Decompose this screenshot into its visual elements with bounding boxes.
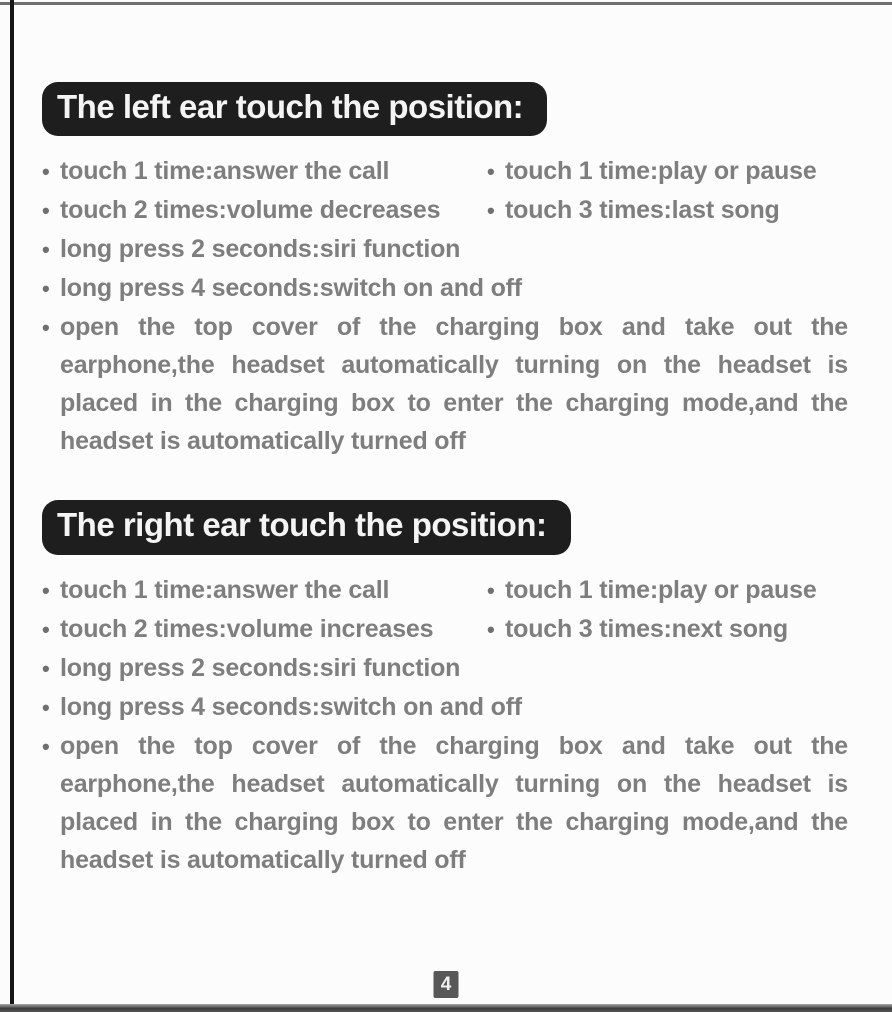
bullet-icon: • — [487, 198, 495, 224]
list-item-text: touch 1 time:answer the call — [60, 157, 390, 186]
list-item — [487, 571, 848, 610]
bullet-icon: • — [42, 159, 50, 185]
bottom-rule — [0, 1004, 892, 1012]
list-item — [487, 610, 848, 649]
list-item — [42, 649, 848, 688]
list-item-paragraph — [42, 308, 848, 460]
section-left-ear-body — [42, 152, 848, 460]
touch-row — [42, 152, 848, 191]
list-item-text: touch 1 time:play or pause — [505, 157, 817, 186]
list-item-text: touch 3 times:next song — [505, 614, 788, 643]
bullet-icon: • — [42, 616, 50, 642]
bullet-icon: • — [42, 655, 50, 681]
bullet-icon: • — [42, 733, 50, 759]
list-item — [42, 688, 848, 727]
bullet-icon: • — [42, 577, 50, 603]
touch-row — [42, 191, 848, 230]
paragraph-text: open the top cover of the charging box and take out the earphone,the headset automatically turning on the headset is placed in the charging box to enter the charging mode,and the headset is automatically turned off — [60, 731, 848, 874]
list-item-text: long press 4 seconds:switch on and off — [60, 692, 522, 721]
list-item — [42, 269, 848, 308]
list-item — [42, 610, 487, 649]
top-rule — [0, 2, 892, 5]
section-right-ear-body — [42, 571, 848, 879]
list-item-text: touch 1 time:answer the call — [60, 575, 390, 604]
list-item — [42, 152, 487, 191]
list-item-paragraph — [42, 727, 848, 879]
bullet-icon: • — [42, 276, 50, 302]
list-item-text: long press 2 seconds:siri function — [60, 653, 461, 682]
bullet-icon: • — [487, 159, 495, 185]
page-number: 4 — [434, 971, 459, 998]
bullet-icon: • — [487, 616, 495, 642]
bullet-icon: • — [42, 198, 50, 224]
paragraph-text: open the top cover of the charging box and take out the earphone,the headset automatically turning on the headset is placed in the charging box to enter the charging mode,and the headset is automatically turned off — [60, 313, 848, 456]
list-item-text: touch 2 times:volume decreases — [60, 196, 441, 225]
bullet-icon: • — [42, 694, 50, 720]
list-item-text: long press 4 seconds:switch on and off — [60, 274, 522, 303]
page-content — [42, 82, 848, 879]
bullet-icon: • — [42, 237, 50, 263]
section-right-ear — [42, 500, 848, 878]
section-left-ear — [42, 82, 848, 460]
list-item — [487, 191, 848, 230]
left-rule — [10, 0, 14, 1008]
list-item — [42, 230, 848, 269]
list-item-text: touch 3 times:last song — [505, 196, 780, 225]
list-item-text: long press 2 seconds:siri function — [60, 235, 461, 264]
bullet-icon: • — [42, 315, 50, 341]
bullet-icon: • — [487, 577, 495, 603]
list-item — [42, 191, 487, 230]
list-item — [487, 152, 848, 191]
touch-row — [42, 610, 848, 649]
touch-row — [42, 571, 848, 610]
list-item-text: touch 2 times:volume increases — [60, 614, 434, 643]
list-item — [42, 571, 487, 610]
list-item-text: touch 1 time:play or pause — [505, 575, 817, 604]
section-left-ear-title: The left ear touch the position: — [42, 82, 547, 136]
section-right-ear-title: The right ear touch the position: — [42, 500, 571, 554]
